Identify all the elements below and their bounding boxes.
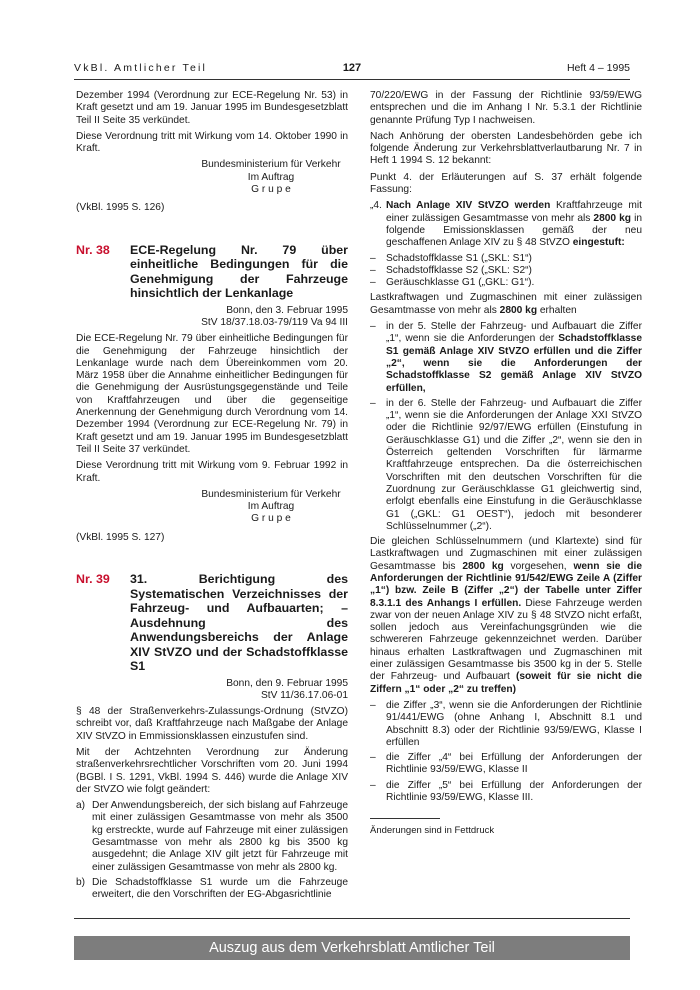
- section-number: Nr. 38: [76, 242, 110, 257]
- body-paragraph: § 48 der Straßenverkehrs-Zulassungs-Ordnung (StVZO) schreibt vor, daß Kraftfahrzeuge nach Maßgabe der Anlage XIV StVZO in Emmissionsklassen einzustufen sind.: [76, 706, 348, 742]
- list-item: – Schadstoffklasse S2 („SKL: S2“): [370, 264, 532, 276]
- page-number: 127: [342, 62, 362, 74]
- place-date: Bonn, den 9. Februar 1995 StV 11/36.17.06-01: [226, 677, 348, 701]
- journal-name: VkBl. Amtlicher Teil: [74, 62, 208, 74]
- list-item: – die Ziffer „3“, wenn sie die Anforderungen der Richtlinie 91/441/EWG (ohne Anhang I, Abschnitt 8.1 und Abschnitt 8.3) oder der Richtlinie 93/59/EWG, Klasse I erfüllen: [370, 699, 642, 748]
- footnote-rule: [370, 818, 440, 819]
- body-paragraph: Nach Anhörung der obersten Landesbehörden gebe ich folgende Änderung zur Verkehrsblattverlautbarung Nr. 7 in Heft 1 1994 S. 12 bekannt:: [370, 130, 642, 167]
- header-rule: [74, 79, 630, 80]
- signature-block: Bundesministerium für Verkehr Im Auftrag G r u p e: [201, 488, 341, 525]
- list-item: – in der 5. Stelle der Fahrzeug- und Aufbauart die Ziffer „1“, wenn sie die Anforderungen der Schadstoffklasse S1 gemäß Anlage XIV StVZO erfüllen und die Ziffer „2“, wenn sie die Anforderungen der Schadstoffklasse S2 gemäß Anlage XIV StVZO erfüllen,: [370, 321, 642, 394]
- body-paragraph: Mit der Achtzehnten Verordnung zur Änderung straßenverkehrsrechtlicher Vorschriften vom 20. Juni 1994 (BGBl. I S. 1291, VkBl. 1994 S. 446) wurde die Anlage XIV der StVZO wie folgt geändert:: [76, 747, 348, 795]
- footnote-text: Änderungen sind in Fettdruck: [370, 825, 495, 837]
- left-column: [76, 90, 348, 905]
- intro-effective: Diese Verordnung tritt mit Wirkung vom 14. Oktober 1990 in Kraft.: [76, 130, 348, 155]
- section-title: 31. Berichtigung des Systematischen Verzeichnisses der Fahrzeug- und Aufbauarten; – Ausdehnung des Anwendungsbereichs der Anlage XIV StVZO und der Schadstoffklasse S1: [130, 572, 348, 674]
- right-column: [370, 90, 642, 838]
- footer-banner: Auszug aus dem Verkehrsblatt Amtlicher Teil: [74, 936, 630, 960]
- section-nr-39: [76, 572, 348, 674]
- body-paragraph: Diese Verordnung tritt mit Wirkung vom 9. Februar 1992 in Kraft.: [76, 460, 348, 484]
- quoted-point: „4. Nach Anlage XIV StVZO werden Kraftfahrzeuge mit einer zulässigen Gesamtmasse von mehr als 2800 kg in folgende Emissionsklassen gemäß der neu geschaffenen Anlage XIV zu § 48 StVZO eingestuft:: [370, 200, 642, 249]
- body-paragraph: Punkt 4. der Erläuterungen auf S. 37 erhält folgende Fassung:: [370, 171, 642, 196]
- place-date: Bonn, den 3. Februar 1995 StV 18/37.18.03-79/119 Va 94 III: [201, 304, 348, 328]
- body-paragraph: Die ECE-Regelung Nr. 79 über einheitliche Bedingungen für die Genehmigung der Fahrzeuge hinsichtlich der Lenkanlage wurde nach dem Übereinkommen vom 20. März 1958 über die Annahme einheitlicher Bedingungen für die Genehmigung der Ausrüstungsgegenstände und Teile von Kraftfahrzeugen und über die gegenseitige Anerkennung der Genehmigung durch Verordnung vom 14. Dezember 1994 (Verordnung zur ECE-Regelung Nr. 79) in Kraft gesetzt und am 19. Januar 1995 im Bundesgesetzblatt Teil II Seite 37 verkündet.: [76, 333, 348, 455]
- section-nr-38: [76, 243, 348, 301]
- footer-rule: [74, 918, 630, 919]
- signature-block: Bundesministerium für Verkehr Im Auftrag G r u p e: [201, 159, 341, 196]
- list-item: b) Die Schadstoffklasse S1 wurde um die Fahrzeuge erweitert, die den Vorschriften der EG-Abgasrichtlinie: [76, 876, 348, 901]
- vkbl-reference: (VkBl. 1995 S. 126): [76, 202, 165, 214]
- section-title: ECE-Regelung Nr. 79 über einheitliche Bedingungen für die Genehmigung der Fahrzeuge hinsichtlich der Lenkanlage: [130, 242, 348, 301]
- body-paragraph: 70/220/EWG in der Fassung der Richtlinie 93/59/EWG entsprechen und die im Anhang I Nr. 5.3.1 der Richtlinie genannte Prüfung Typ I nachweisen.: [370, 90, 642, 126]
- intro-paragraph: Dezember 1994 (Verordnung zur ECE-Regelung Nr. 53) in Kraft gesetzt und am 19. Januar 1995 im Bundesgesetzblatt Teil II Seite 35 verkündet.: [76, 90, 348, 126]
- list-item: – die Ziffer „5“ bei Erfüllung der Anforderungen der Richtlinie 93/59/EWG, Klasse III.: [370, 779, 642, 804]
- body-paragraph: Die gleichen Schlüsselnummern (und Klartexte) sind für Lastkraftwagen und Zugmaschinen mit einer zulässigen Gesamtmasse bis 2800 kg vorgesehen, wenn sie die Anforderungen der Richtlinie 91/542/EWG Zeile A (Ziffer „1“) bzw. Zeile B (Ziffer „2“) der Tabelle unter Ziffer 8.3.1.1 des Anhangs I erfüllen. Diese Fahrzeuge werden zwar von der neuen Anlage XIV zu § 48 StVZO nicht erfaßt, sollen jedoch aus Vereinfachungsgründen wie die schwereren Fahrzeuge gekennzeichnet werden. Darüber hinaus erhalten Lastkraftwagen und Zugmaschinen mit einer zulässigen Gesamtmasse bis 3500 kg in der 5. Stelle der Fahrzeug- und Aufbauart (soweit für sie nicht die Ziffern „1“ oder „2“ zu treffen): [370, 536, 642, 695]
- section-number: Nr. 39: [76, 572, 110, 587]
- issue-label: Heft 4 – 1995: [566, 62, 630, 74]
- list-item: – die Ziffer „4“ bei Erfüllung der Anforderungen der Richtlinie 93/59/EWG, Klasse II: [370, 752, 642, 776]
- list-item: a) Der Anwendungsbereich, der sich bislang auf Fahrzeuge mit einer zulässigen Gesamtmasse von mehr als 3500 kg erstreckte, wurde auf Fahrzeuge mit einer zulässigen Gesamtmasse von mehr als 2800 kg bis 3500 kg ausgedehnt; die Anlage XIV gilt jetzt für Fahrzeuge mit einer zulässigen Gesamtmasse von mehr als 2800 kg.: [76, 800, 348, 873]
- body-paragraph: Lastkraftwagen und Zugmaschinen mit einer zulässigen Gesamtmasse von mehr als 2800 kg erhalten: [370, 292, 642, 316]
- list-item: – Schadstoffklasse S1 („SKL: S1“): [370, 252, 532, 264]
- list-item: – Geräuschklasse G1 („GKL: G1“).: [370, 277, 535, 289]
- list-item: – in der 6. Stelle der Fahrzeug- und Aufbauart die Ziffer „1“, wenn sie die Anforderungen der Anlage XXI StVZO oder die Richtlinie 92/97/EWG erfüllen (Einstufung in Geräuschklasse G1) und die Ziffer „2“, wenn sie den in Österreich geltenden Vorschriften für lärmarme Kraftfahrzeuge entsprechen. Da die österreichischen Vorschriften mit den deutschen Vorschriften für die Zuordnung zur Geräuschklasse G1 gleichwertig sind, erfolgt ebenfalls eine Einstufung in die Geräuschklasse G1 („GKL: G1 OEST“), jedoch mit besonderer Schlüsselnummer („2“).: [370, 397, 642, 532]
- vkbl-reference: (VkBl. 1995 S. 127): [76, 531, 165, 543]
